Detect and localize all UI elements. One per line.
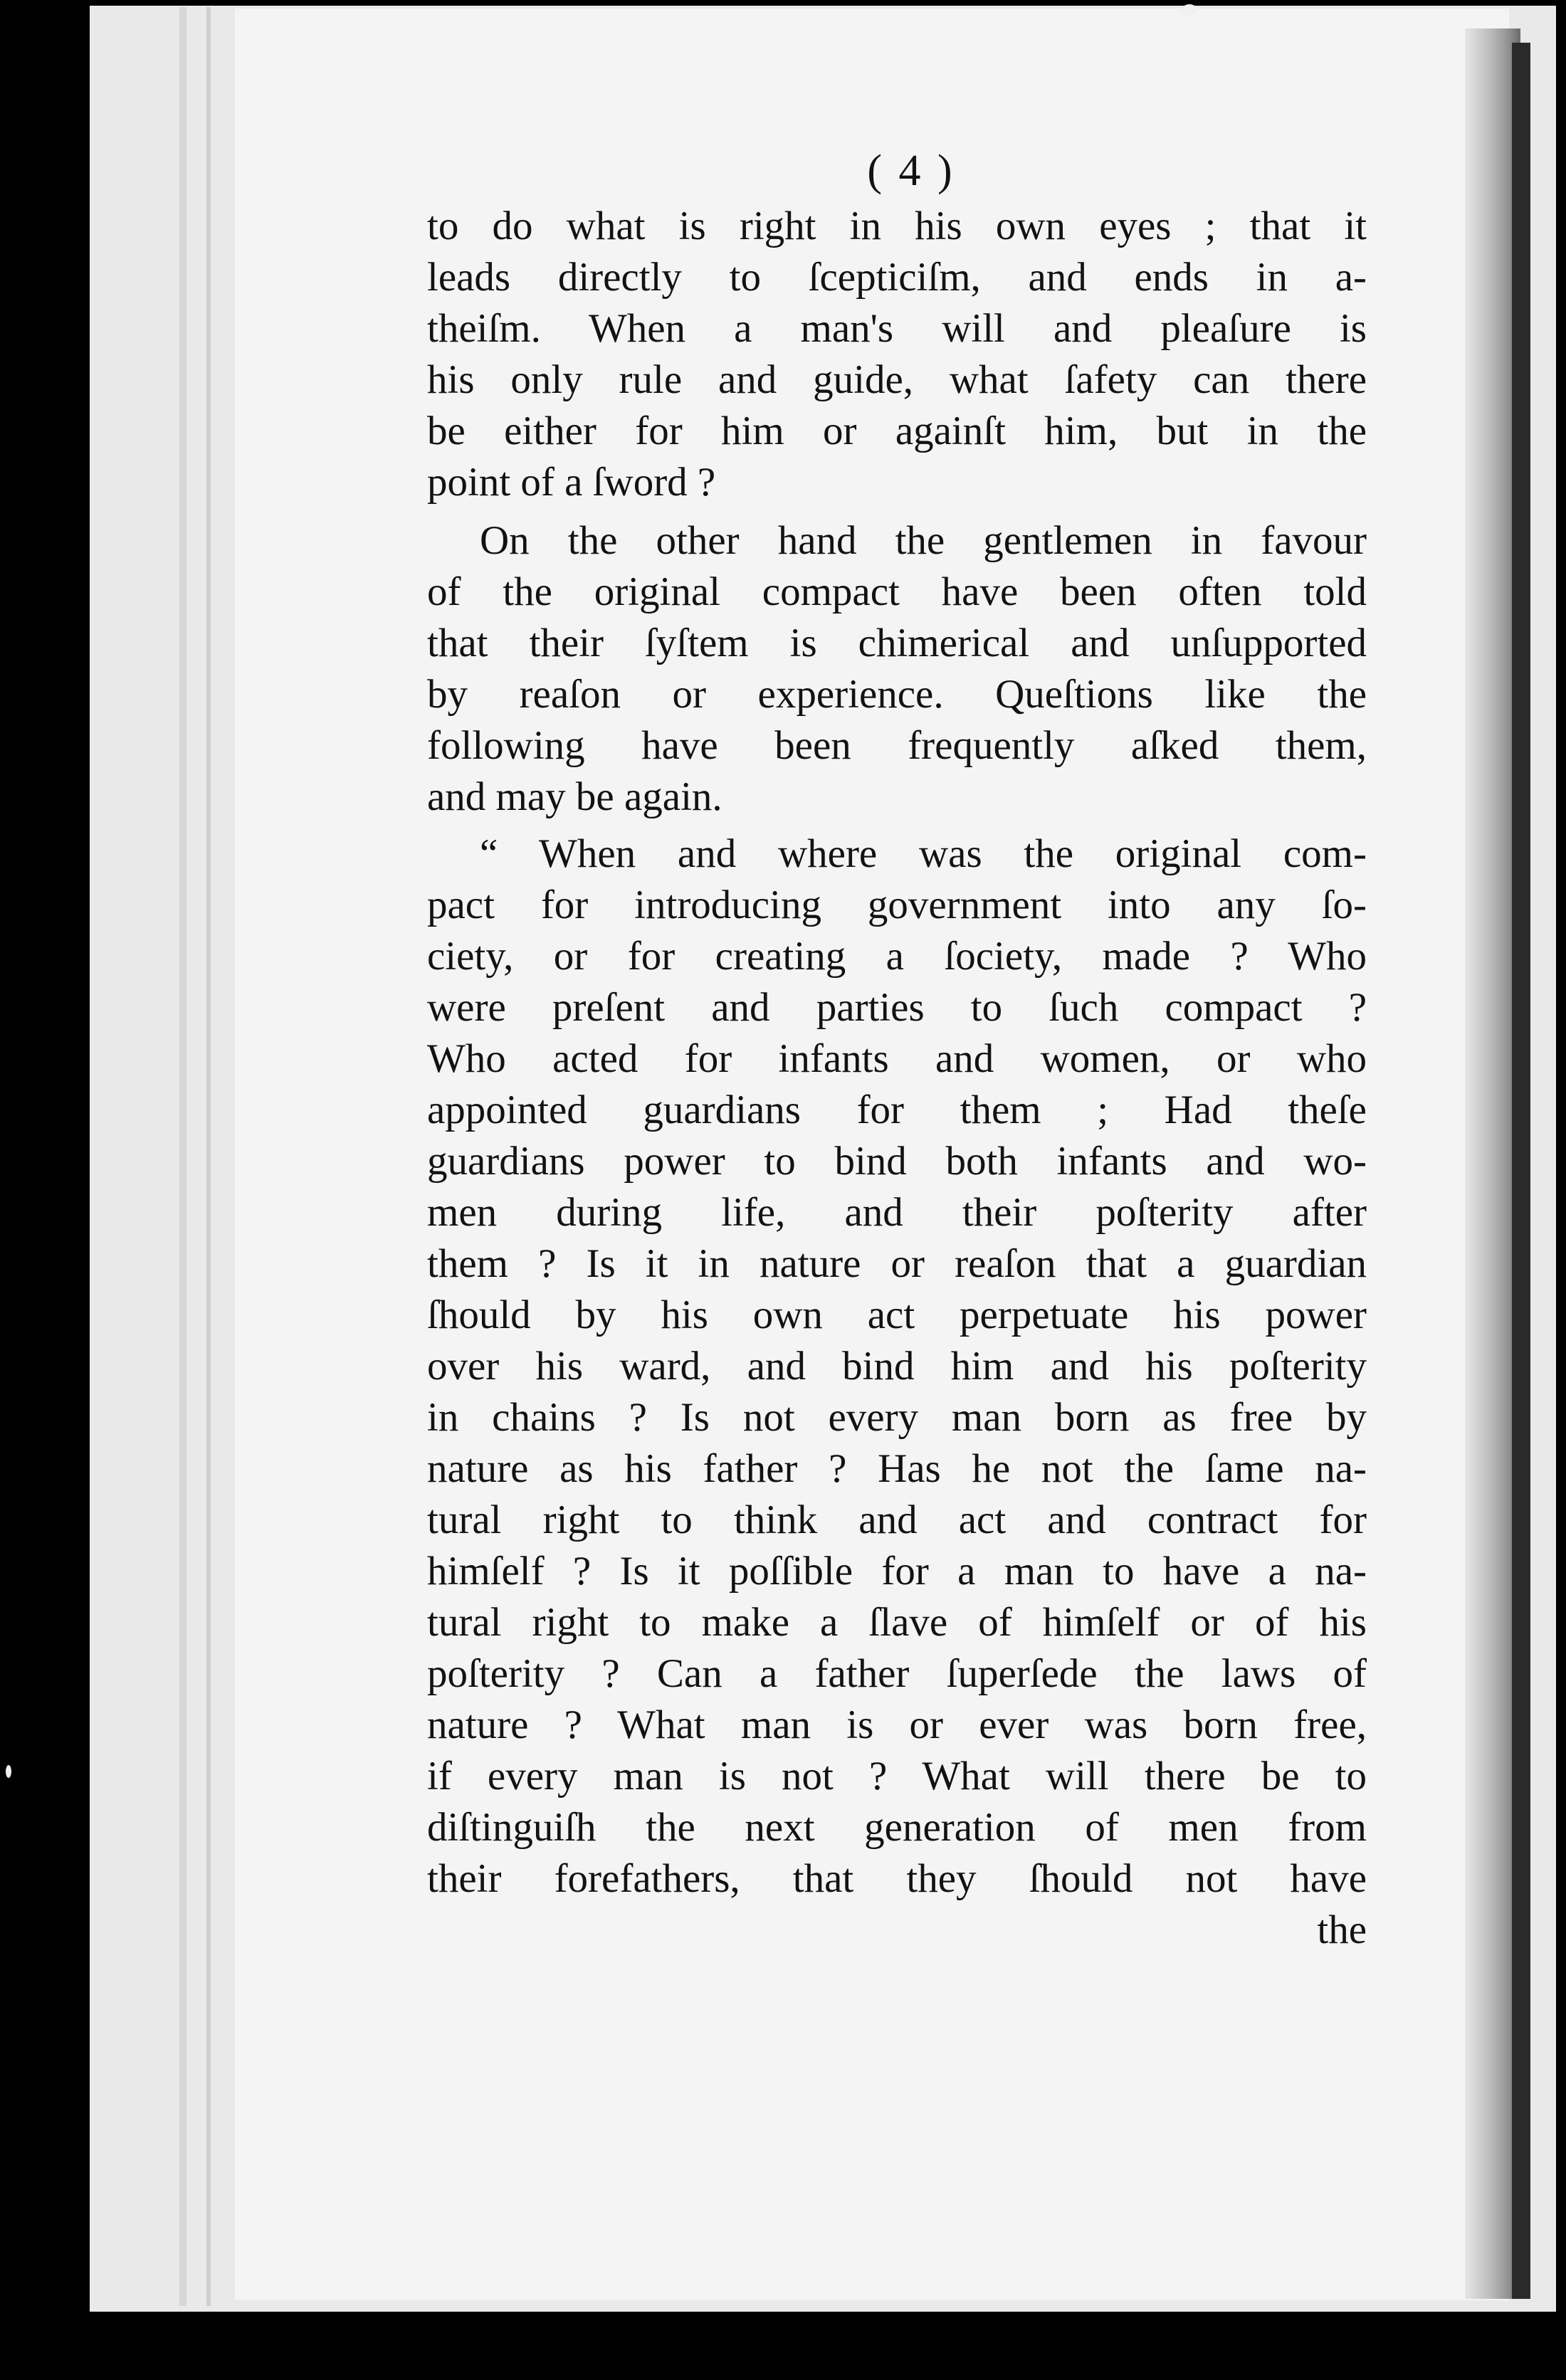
- text-line: them ? Is it in nature or reaſon that a guardian: [427, 1241, 1367, 1286]
- text-line: theiſm. When a man's will and pleaſure is: [427, 306, 1367, 351]
- text-line: to do what is right in his own eyes ; that it: [427, 204, 1367, 248]
- text-line: ſhould by his own act perpetuate his power: [427, 1292, 1367, 1337]
- paper-speck: [1182, 4, 1197, 16]
- text-line: if every man is not ? What will there be to: [427, 1754, 1367, 1799]
- text-line: ciety, or for creating a ſociety, made ? Who: [427, 934, 1367, 979]
- paper-speck: [6, 1765, 11, 1778]
- text-line: guardians power to bind both infants and wo-: [427, 1139, 1367, 1184]
- text-line: by reaſon or experience. Queſtions like the: [427, 672, 1367, 717]
- text-line: point of a ſword ?: [427, 460, 716, 505]
- text-line: “ When and where was the original com-: [480, 831, 1367, 876]
- text-line: in chains ? Is not every man born as free by: [427, 1395, 1367, 1440]
- text-line: poſterity ? Can a father ſuperſede the laws of: [427, 1651, 1367, 1696]
- text-line: leads directly to ſcepticiſm, and ends in a-: [427, 255, 1367, 300]
- page-edge-dark: [1512, 43, 1530, 2299]
- catchword: the: [1317, 1907, 1367, 1952]
- page-number: ( 4 ): [867, 147, 955, 195]
- leaf-edge: [179, 7, 186, 2306]
- text-line: his only rule and guide, what ſafety can there: [427, 357, 1367, 402]
- text-line: their forefathers, that they ſhould not have: [427, 1856, 1367, 1901]
- text-line: appointed guardians for them ; Had theſe: [427, 1088, 1367, 1132]
- text-line: over his ward, and bind him and his poſterity: [427, 1344, 1367, 1389]
- text-line: were preſent and parties to ſuch compact ?: [427, 985, 1367, 1030]
- text-line: that their ſyſtem is chimerical and unſupported: [427, 621, 1367, 665]
- text-line: be either for him or againſt him, but in the: [427, 409, 1367, 453]
- text-line: men during life, and their poſterity after: [427, 1190, 1367, 1235]
- leaf-edge: [206, 7, 211, 2306]
- text-line: tural right to think and act and contract for: [427, 1497, 1367, 1542]
- text-line: nature ? What man is or ever was born free,: [427, 1702, 1367, 1747]
- text-line: diſtinguiſh the next generation of men from: [427, 1805, 1367, 1850]
- text-line: On the other hand the gentlemen in favour: [480, 518, 1367, 563]
- text-line: tural right to make a ſlave of himſelf or of his: [427, 1600, 1367, 1645]
- text-line: and may be again.: [427, 774, 722, 819]
- text-line: Who acted for infants and women, or who: [427, 1036, 1367, 1081]
- text-line: nature as his father ? Has he not the ſame na-: [427, 1446, 1367, 1491]
- text-line: following have been frequently aſked them,: [427, 723, 1367, 768]
- text-line: of the original compact have been often told: [427, 569, 1367, 614]
- text-line: himſelf ? Is it poſſible for a man to have a na-: [427, 1549, 1367, 1594]
- text-line: pact for introducing government into any ſo-: [427, 883, 1367, 927]
